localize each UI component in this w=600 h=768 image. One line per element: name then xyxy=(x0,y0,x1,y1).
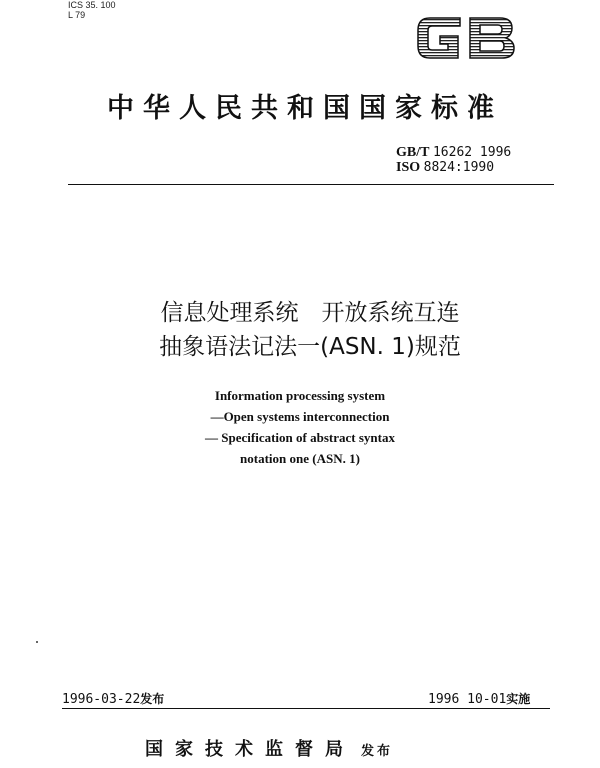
publish-date xyxy=(62,690,164,707)
english-title xyxy=(130,385,470,469)
issue-label: 发布 xyxy=(361,744,394,759)
chinese-title-line-2: 抽象语法记法一(ASN. 1)规范 xyxy=(159,334,461,360)
speck xyxy=(36,641,38,643)
issuer-line xyxy=(145,735,545,761)
chinese-title-line-1: 信息处理系统 开放系统互连 xyxy=(160,300,460,326)
chinese-title xyxy=(60,296,560,364)
publish-date-value: 1996-03-22 xyxy=(62,692,141,707)
effective-date xyxy=(428,690,530,707)
ccs-code: L 79 xyxy=(68,10,86,20)
iso-code-number: 8824:1990 xyxy=(423,160,495,175)
top-divider xyxy=(68,184,554,185)
gb-logo xyxy=(412,10,520,66)
english-title-line-1: Information processing system xyxy=(214,388,386,403)
publish-date-label: 发布 xyxy=(140,692,165,706)
english-title-line-3: — Specification of abstract syntax xyxy=(205,430,395,445)
bottom-divider xyxy=(62,708,550,709)
gb-code-line xyxy=(396,145,511,160)
iso-code-prefix: ISO xyxy=(396,160,421,175)
effective-date-label: 实施 xyxy=(506,692,531,706)
english-title-line-2: —Open systems interconnection xyxy=(210,409,390,424)
gb-code-prefix: GB/T xyxy=(396,145,430,160)
issuing-authority: 国家技术监督局 xyxy=(145,739,355,760)
effective-date-value: 1996 10-01 xyxy=(428,692,507,707)
standard-code-block xyxy=(396,145,511,175)
national-standard-title: 中华人民共和国国家标准 xyxy=(107,93,503,124)
gb-code-number: 16262 1996 xyxy=(432,145,512,160)
gb-logo-icon xyxy=(412,10,520,66)
classification-codes xyxy=(68,0,116,20)
ics-code: ICS 35. 100 xyxy=(68,0,116,10)
iso-code-line xyxy=(396,160,511,175)
english-title-line-4: notation one (ASN. 1) xyxy=(240,451,360,466)
